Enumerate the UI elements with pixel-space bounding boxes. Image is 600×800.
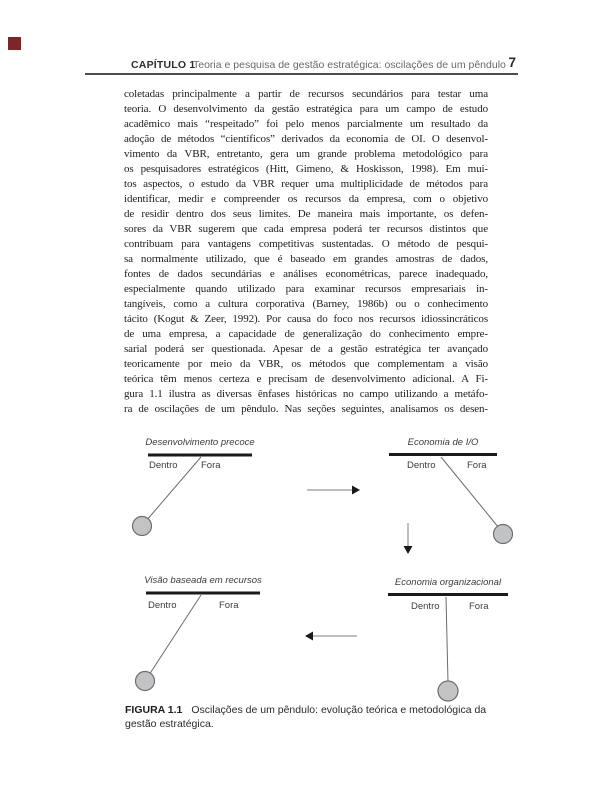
panel-bar-org [388,593,508,596]
figure-caption-label: FIGURA 1.1 [125,704,183,716]
panel-bar-io [389,453,497,456]
body-line: coletadas principalmente a partir de recursos secundários para testar uma [124,88,488,100]
panel-bar-early [148,454,252,457]
label-dentro: Dentro [149,460,178,471]
panel-title-io: Economia de I/O [407,437,479,448]
pendulum-ball [136,672,155,691]
running-head-title: Teoria e pesquisa de gestão estratégica: oscilações de um pêndulo [193,59,506,71]
pendulum-ball [494,525,513,544]
figure-caption [125,704,497,731]
body-line: sores da VBR sugerem que cada empresa poderá ter recursos distintos que [124,223,488,235]
figure-caption-line2: gestão estratégica. [125,717,214,730]
header-rule [85,73,518,75]
label-fora: Fora [201,460,221,471]
body-line: tangíveis, como a cultura corporativa (Barney, 1986b) ou o conhecimento [124,298,488,310]
panel-bar-vbr [146,592,260,595]
body-line: de uma empresa, a capacidade de generalização do conhecimento empre- [124,328,488,340]
figure-caption-line1: Oscilações de um pêndulo: evolução teórica e metodológica da [191,704,487,716]
body-line: ra de oscilações de um pêndulo. Nas seções seguintes, analisamos os desen- [124,403,488,415]
body-line: fontes de dados secundárias e análises econométricas, parece inadequado, [124,268,488,280]
label-dentro: Dentro [411,601,440,612]
body-line: de residir dentro dos seus limites. De maneira mais importante, os defen- [124,208,488,220]
body-line: contribuam para vantagens competitivas sustentadas. O método de pesqui- [124,238,488,250]
panel-title-vbr: Visão baseada em recursos [144,575,262,586]
corner-marker [8,37,21,50]
arrow-down-icon [404,523,413,554]
body-line: teoricamente por meio da VBR, os métodos que complementam a visão [124,358,488,370]
arrow-right-icon [307,486,360,495]
arrow-left-icon [305,632,357,641]
body-line: sa normalmente utilizado, que é baseado em grandes amostras de dados, [124,253,488,265]
body-line: tácito (Kogut & Zeer, 1992). Por causa do foco nos recursos idiossincráticos [124,313,488,325]
body-line: vimento da VBR, entretanto, gera um grande problema metodológico para [124,148,488,160]
panel-title-early: Desenvolvimento precoce [145,437,255,448]
body-line: os pesquisadores estratégicos (Hitt, Gimeno, & Hoskisson, 1998). Em mui- [124,163,488,175]
label-dentro: Dentro [148,600,177,611]
label-fora: Fora [219,600,239,611]
pendulum-org [438,597,458,701]
body-line: teórica têm menos certeza e precisam de desenvolvimento adicional. A Fi- [124,373,488,385]
pendulum-ball [438,681,458,701]
pendulum-ball [133,517,152,536]
body-line: tos aspectos, o estudo da VBR requer uma multiplicidade de métodos para [124,178,488,190]
body-line: sarial poderá ser questionada. Apesar de a gestão estratégica ter avançado [124,343,488,355]
label-fora: Fora [467,460,487,471]
body-line: adoção de métodos “científicos” derivados da economia de OI. O desenvol- [124,133,488,145]
body-line: acadêmico mais “respeitado” foi pelo menos parcialmente um resultado da [124,118,488,130]
body-paragraph [124,87,488,417]
panel-title-org: Economia organizacional [394,577,502,588]
pendulum-diagram [0,430,600,720]
label-dentro: Dentro [407,460,436,471]
page-number: 7 [508,55,516,70]
label-fora: Fora [469,601,489,612]
body-line: identificar, medir e compreender os recursos da empresa, com o objetivo [124,193,488,205]
body-line: teoria. O desenvolvimento da gestão estratégica para um campo de estudo [124,103,488,115]
chapter-label: CAPÍTULO 1 [131,59,196,71]
body-line: gura 1.1 ilustra as diversas ênfases históricas no campo utilizando a metáfo- [124,388,488,400]
body-line: especialmente quando utilizado para examinar recursos empresariais in- [124,283,488,295]
